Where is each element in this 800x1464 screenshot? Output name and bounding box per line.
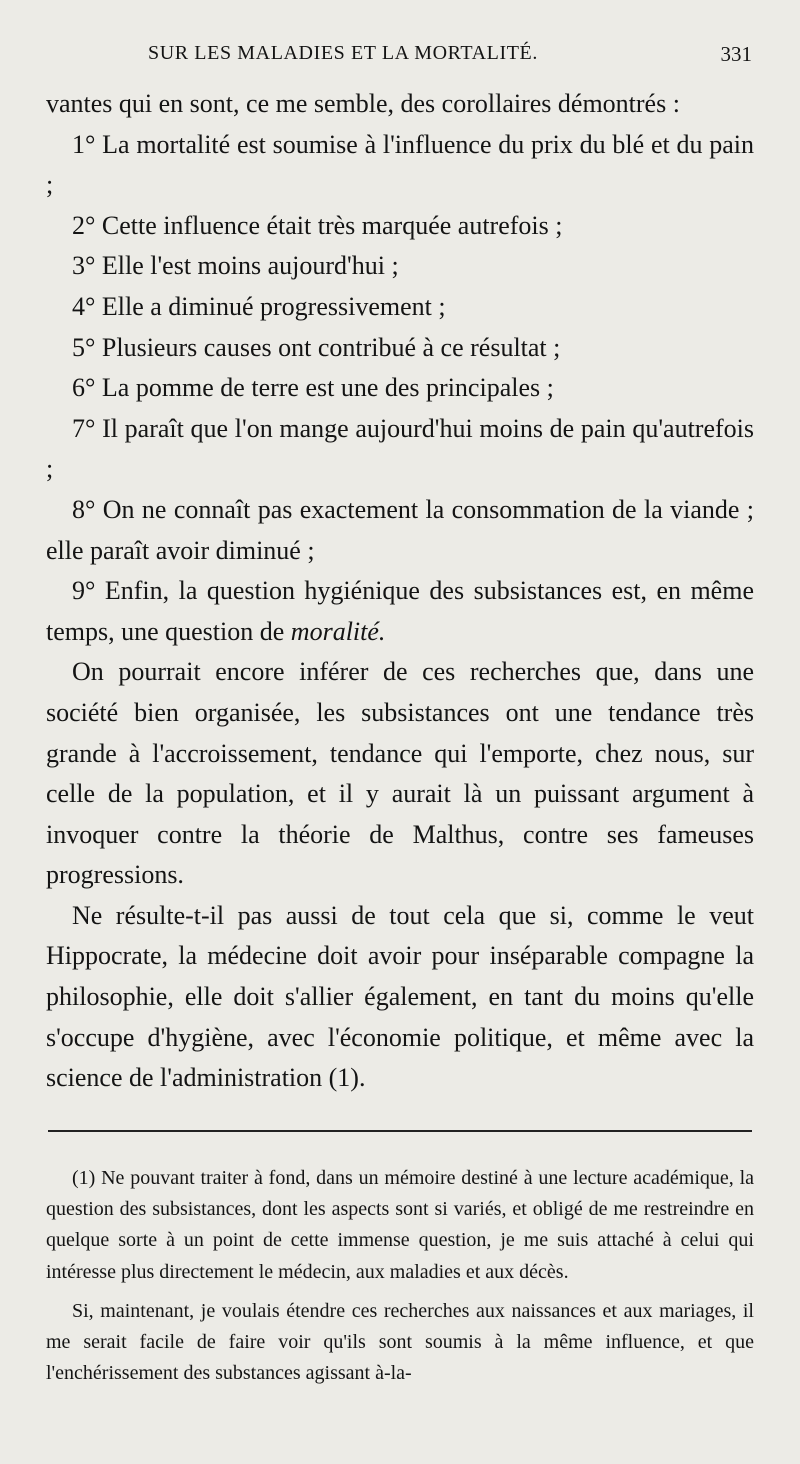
running-header	[48, 40, 752, 76]
list-item-2: 2° Cette influence était très marquée autrefois ;	[72, 210, 563, 240]
emphasis-moralite: moralité.	[290, 616, 386, 646]
list-item-9	[46, 571, 754, 652]
paragraph-inference: On pourrait encore inférer de ces recherches que, dans une société bien organisée, les subsistances ont une tendance très grande à l'accroissement, tendance qui l'emporte, chez nous, sur celle de la population, et il y aurait là un puissant argument à invoquer contre la théorie de Malthus, contre ses fameuses progressions.	[46, 657, 754, 890]
footnote-continuation: Si, maintenant, je voulais étendre ces recherches aux naissances et aux mariages, il me serait facile de faire voir qu'ils sont soumis à la même influence, et que l'enchérissement des substances agissant à-la-	[46, 1299, 754, 1385]
page-number: 331	[720, 42, 752, 66]
list-item-7: 7° Il paraît que l'on mange aujourd'hui moins de pain qu'autrefois ;	[46, 413, 754, 484]
footnote-1: (1) Ne pouvant traiter à fond, dans un mémoire destiné à une lecture académique, la question des subsistances, dont les aspects sont si variés, et obligé de me restreindre en quelque sorte à un point de cette immense question, je me suis attaché à celui qui intéresse plus directement le médecin, aux maladies et aux décès.	[46, 1167, 754, 1283]
footnotes	[46, 1163, 754, 1389]
list-item-3: 3° Elle l'est moins aujourd'hui ;	[72, 251, 399, 281]
list-item-8: 8° On ne connaît pas exactement la consommation de la viande ; elle paraît avoir diminué ;	[46, 494, 754, 565]
intro-line: vantes qui en sont, ce me semble, des corollaires démontrés :	[46, 89, 680, 118]
list-item-4: 4° Elle a diminué progressivement ;	[72, 291, 446, 321]
footnote-divider	[48, 1130, 752, 1132]
list-item-6: 6° La pomme de terre est une des principales ;	[72, 373, 554, 403]
list-item-1: 1° La mortalité est soumise à l'influence du prix du blé et du pain ;	[46, 129, 754, 200]
running-title: SUR LES MALADIES ET LA MORTALITÉ.	[148, 42, 538, 64]
list-item-5: 5° Plusieurs causes ont contribué à ce résultat ;	[72, 332, 561, 362]
paragraph-hippocrate: Ne résulte-t-il pas aussi de tout cela que si, comme le veut Hippocrate, la médecine doit avoir pour inséparable compagne la philosophie, elle doit s'allier également, en tant du moins qu'elle s'occupe d'hygiène, avec l'économie politique, et même avec la science de l'administration (1).	[46, 900, 754, 1093]
main-text	[46, 84, 754, 1099]
list-item-9-text: 9° Enfin, la question hygiénique des subsistances est, en même temps, une question de	[46, 576, 754, 646]
